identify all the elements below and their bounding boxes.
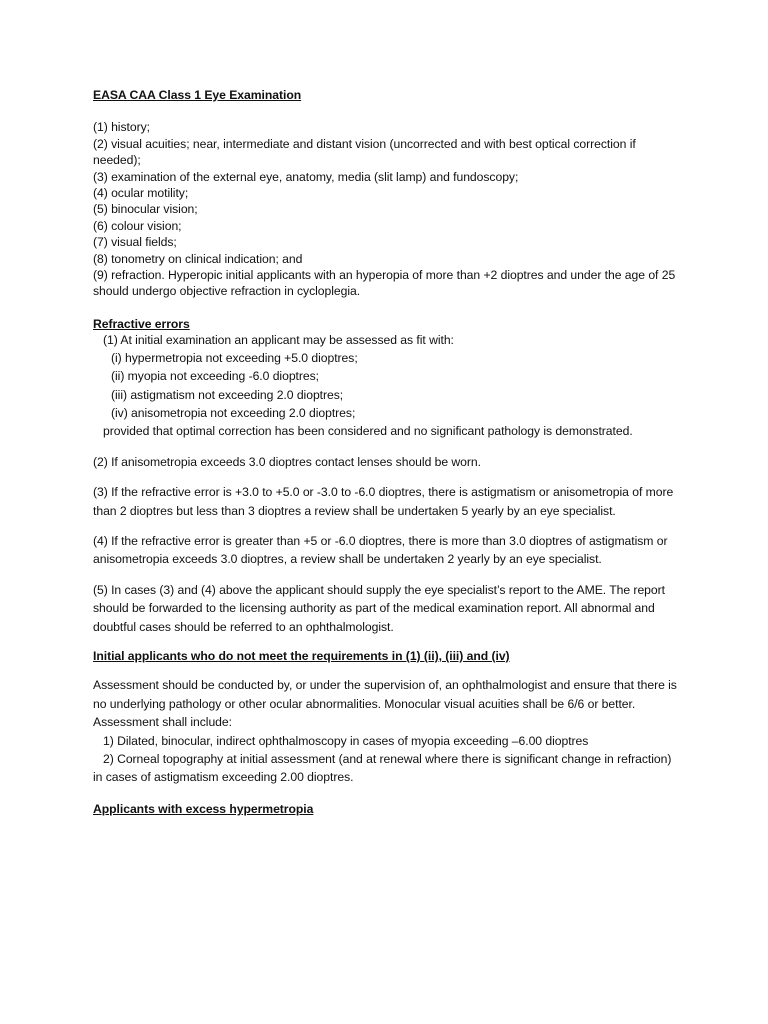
exam-item: (1) history; (93, 120, 150, 135)
hypermetropia-heading: Applicants with excess hypermetropia (93, 801, 314, 816)
refractive-sub-item: (i) hypermetropia not exceeding +5.0 dioptres; (111, 350, 358, 365)
refractive-criteria (93, 332, 683, 440)
initial-applicants-item: 1) Dilated, binocular, indirect ophthalmoscopy in cases of myopia exceeding –6.00 dioptres (103, 733, 589, 748)
exam-item: (9) refraction. Hyperopic initial applicants with an hyperopia of more than +2 dioptres and under the age of 25 should undergo objective refraction in cycloplegia. (93, 268, 676, 299)
refractive-para-3: (3) If the refractive error is +3.0 to +5.0 or -3.0 to -6.0 dioptres, there is astigmatism or anisometropia of more than 2 dioptres but less than 3 dioptres a review shall be undertaken 5 yearly by an eye specialist. (93, 485, 674, 518)
exam-items-list (93, 119, 683, 299)
exam-item: (2) visual acuities; near, intermediate and distant vision (uncorrected and with best optical correction if needed); (93, 136, 636, 168)
refractive-sub-item: (ii) myopia not exceeding -6.0 dioptres; (111, 369, 320, 384)
exam-item: (3) examination of the external eye, anatomy, media (slit lamp) and fundoscopy; (93, 169, 519, 184)
refractive-sub-item: (iii) astigmatism not exceeding 2.0 dioptres; (111, 387, 344, 402)
exam-item: (8) tonometry on clinical indication; and (93, 251, 303, 266)
refractive-para-5: (5) In cases (3) and (4) above the applicant should supply the eye specialist’s report to the AME. The report should be forwarded to the licensing authority as part of the medical examination report. All abnormal and doubtful cases should be referred to an ophthalmologist. (93, 582, 665, 634)
refractive-proviso: provided that optimal correction has been considered and no significant pathology is demonstrated. (103, 424, 633, 439)
initial-applicants-item: 2) Corneal topography at initial assessment (and at renewal where there is significant change in refraction) in cases of astigmatism exceeding 2.00 dioptres. (93, 752, 672, 785)
initial-applicants-heading: Initial applicants who do not meet the requirements in (1) (ii), (iii) and (iv) (93, 648, 510, 663)
refractive-para-4: (4) If the refractive error is greater than +5 or -6.0 dioptres, there is more than 3.0 dioptres of astigmatism or anisometropia exceeds 3.0 dioptres, a review shall be undertaken 2 yearly by an eye specialist. (93, 533, 668, 567)
refractive-sub-item: (iv) anisometropia not exceeding 2.0 dioptres; (111, 405, 356, 420)
exam-item: (5) binocular vision; (93, 202, 198, 217)
initial-applicants-body: Assessment should be conducted by, or under the supervision of, an ophthalmologist and ensure that there is no underlying pathology or other ocular abnormalities. Monocular visual acuities shall be 6/6 or better. Assessment shall include: (93, 678, 677, 730)
exam-item: (4) ocular motility; (93, 186, 189, 201)
document-content (93, 87, 683, 817)
document-title: EASA CAA Class 1 Eye Examination (93, 88, 302, 102)
refractive-errors-heading: Refractive errors (93, 316, 190, 331)
exam-item: (6) colour vision; (93, 218, 182, 233)
exam-item: (7) visual fields; (93, 235, 177, 250)
refractive-para-2: (2) If anisometropia exceeds 3.0 dioptres contact lenses should be worn. (93, 454, 481, 469)
refractive-intro: (1) At initial examination an applicant may be assessed as fit with: (103, 333, 454, 348)
